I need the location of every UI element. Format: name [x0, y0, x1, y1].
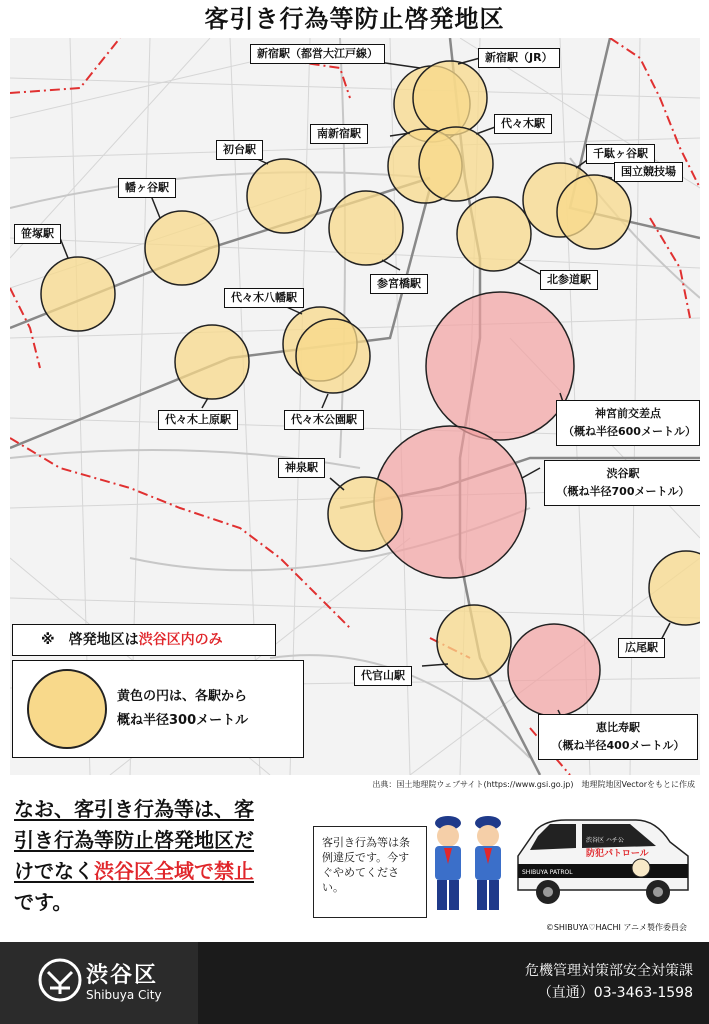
shibuya-name: 渋谷駅	[606, 467, 640, 480]
station-label-yoyogi: 代々木駅	[494, 114, 552, 134]
prohibition-message	[14, 794, 254, 918]
station-label-sangubashi: 参宮橋駅	[370, 274, 428, 294]
station-label-hatsudai: 初台駅	[216, 140, 263, 160]
station-label-jingumae	[556, 400, 700, 446]
station-label-yoyogi-hachiman: 代々木八幡駅	[224, 288, 304, 308]
legend-text	[117, 685, 248, 733]
station-label-kitasando: 北参道駅	[540, 270, 598, 290]
district-note-prefix: ※ 啓発地区は	[41, 632, 139, 648]
footer-brand	[0, 942, 198, 1024]
message-line-3	[14, 856, 254, 887]
station-label-yoyogi-koen: 代々木公園駅	[284, 410, 364, 430]
department-name: 危機管理対策部安全対策課	[525, 963, 693, 979]
ebisu-radius: （概ね半径400メートル）	[551, 739, 685, 752]
ebisu-name: 恵比寿駅	[596, 721, 640, 734]
car-text-2: 渋谷区 ハチ公	[586, 837, 624, 844]
message-line-3b: 渋谷区全域で禁止	[94, 859, 254, 883]
jingumae-name: 神宮前交差点	[595, 407, 661, 420]
station-label-minami-shinjuku: 南新宿駅	[310, 124, 368, 144]
department-info	[525, 960, 693, 1004]
message-line-1: なお、客引き行為等は、客	[14, 797, 254, 821]
station-label-shinjuku-jr: 新宿駅（JR）	[478, 48, 560, 68]
district-note	[12, 624, 276, 656]
department-phone: （直通）03-3463-1598	[537, 985, 693, 1001]
station-label-shibuya	[544, 460, 700, 506]
station-label-sendagaya: 千駄ヶ谷駅	[586, 144, 655, 164]
station-label-kokuritsu: 国立競技場	[614, 162, 683, 182]
message-line-4: です。	[14, 890, 73, 914]
message-line-2: 引き行為等防止啓発地区だ	[14, 828, 254, 852]
city-name-jp: 渋谷区	[86, 963, 159, 988]
patrol-illustration	[426, 808, 696, 920]
station-label-daikanyama: 代官山駅	[354, 666, 412, 686]
message-line-3a: けでなく	[14, 859, 94, 883]
legend-line-2: 概ね半径300メートル	[117, 713, 249, 728]
shibuya-city-logo-icon	[38, 958, 82, 1002]
car-text-1: 防犯パトロール	[586, 849, 649, 859]
station-label-hatagaya: 幡ヶ谷駅	[118, 178, 176, 198]
copyright: ©SHIBUYA♡HACHI アニメ製作委員会	[545, 923, 687, 932]
jingumae-radius: （概ね半径600メートル）	[563, 425, 696, 438]
police-officer-icon	[435, 816, 461, 910]
station-label-yoyogi-uehara: 代々木上原駅	[158, 410, 238, 430]
patrol-car-icon	[518, 820, 688, 904]
page-title: 客引き行為等防止啓発地区	[204, 5, 505, 33]
car-text-3: SHIBUYA PATROL	[522, 869, 573, 876]
map-source: 出典：国土地理院ウェブサイト(https://www.gsi.go.jp) 地理院地図Vectorをもとに作成	[372, 780, 695, 789]
district-note-highlight: 渋谷区内のみ	[138, 632, 223, 648]
station-label-ebisu	[538, 714, 698, 760]
legend	[12, 660, 304, 758]
police-officer-icon-2	[475, 816, 501, 910]
speech-bubble: 客引き行為等は条例違反です。今すぐやめてください。	[313, 826, 427, 918]
station-label-hiroo: 広尾駅	[618, 638, 665, 658]
footer	[0, 942, 709, 1024]
city-name-en: Shibuya City	[86, 988, 162, 1002]
legend-line-1: 黄色の円は、各駅から	[117, 689, 248, 704]
station-label-shinjuku-oedo: 新宿駅（都営大江戸線）	[250, 44, 385, 64]
station-label-shinsen: 神泉駅	[278, 458, 325, 478]
legend-yellow-circle	[27, 669, 107, 749]
shibuya-radius: （概ね半径700メートル）	[556, 485, 690, 498]
station-label-sasazuka: 笹塚駅	[14, 224, 61, 244]
